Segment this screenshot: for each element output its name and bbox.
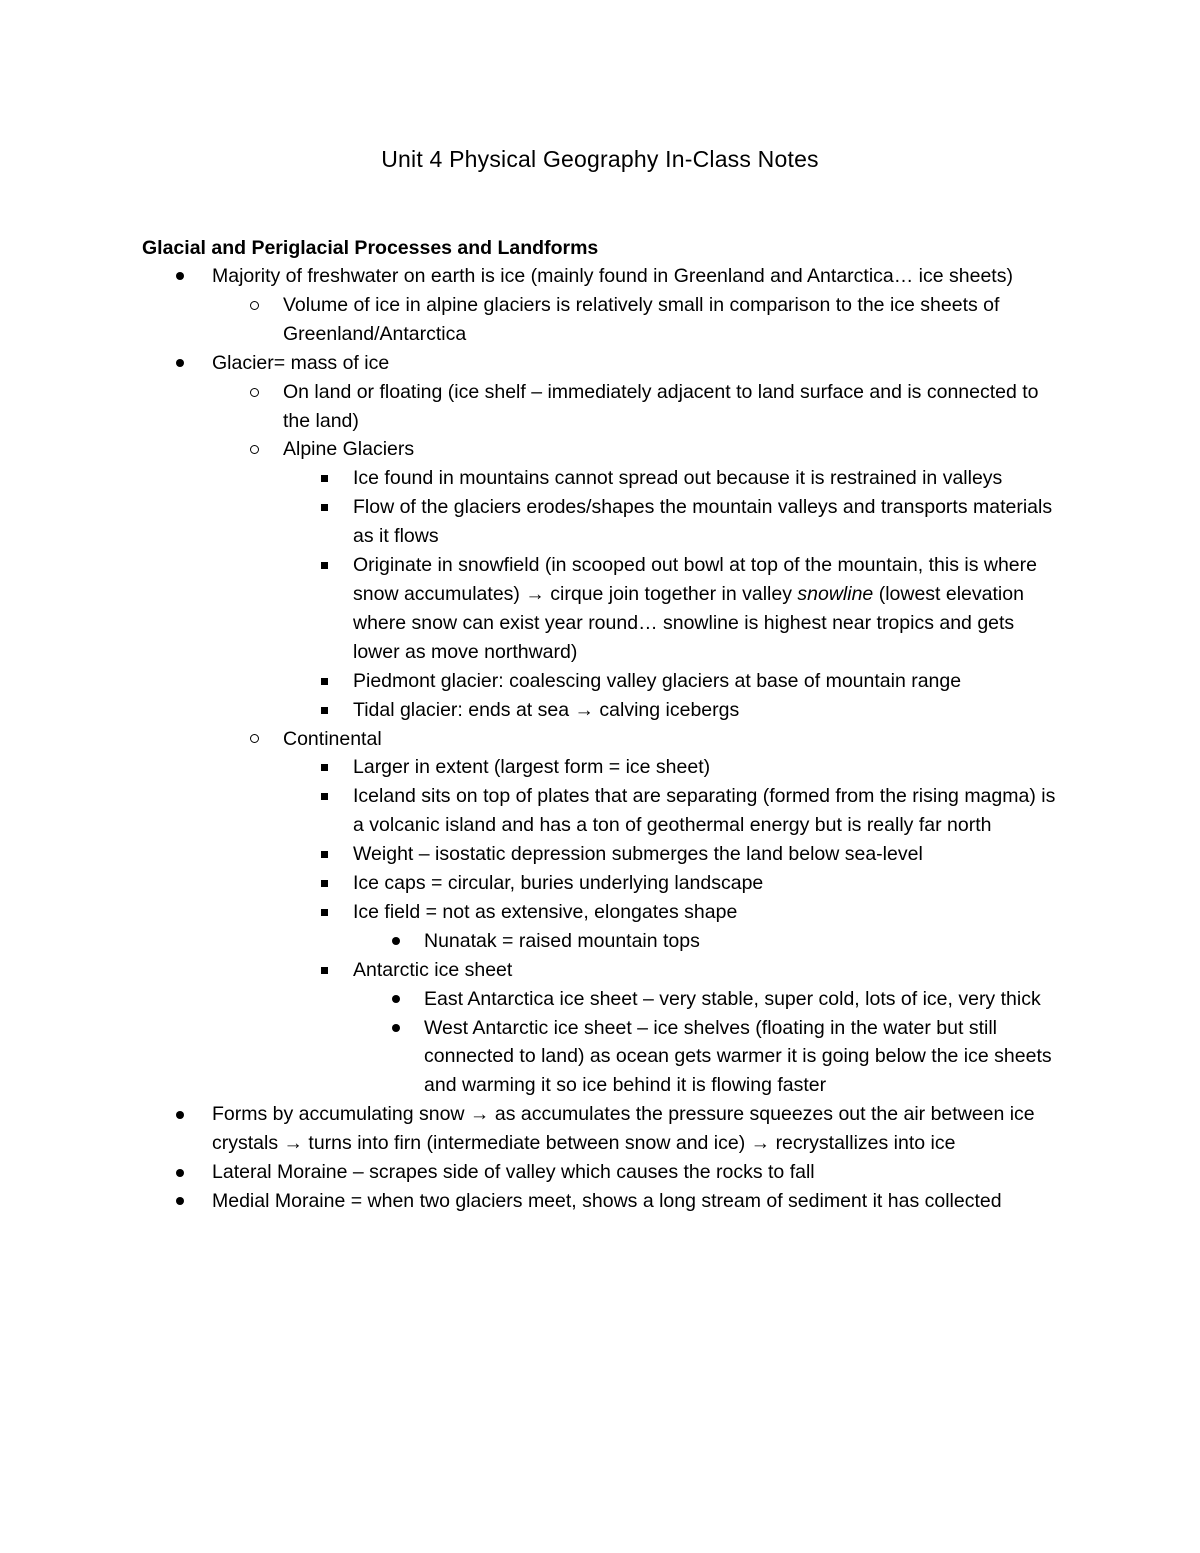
list-item: West Antarctic ice sheet – ice shelves (floating in the water but still connected to land) as ocean gets warmer it is going below the ice sheets and warming it so ice behind it is flowing faster [0,1014,1200,1101]
square-bullet-icon [314,667,334,696]
square-bullet-icon [314,753,334,782]
square-bullet-icon [314,869,334,898]
bullet-icon [170,1158,190,1187]
list-item: Medial Moraine = when two glaciers meet, shows a long stream of sediment it has collected [0,1187,1200,1216]
square-bullet-icon [314,840,334,869]
square-bullet-icon [314,898,334,927]
square-bullet-icon [314,493,334,522]
list-item: Majority of freshwater on earth is ice (mainly found in Greenland and Antarctica… ice sheets) [0,262,1200,291]
bullet-icon [170,349,190,378]
square-bullet-icon [314,464,334,493]
page-title: Unit 4 Physical Geography In-Class Notes [381,146,819,172]
square-bullet-icon [314,956,334,985]
list-item: Ice caps = circular, buries underlying landscape [0,869,1200,898]
bullet-icon [170,1187,190,1216]
hollow-bullet-icon [244,435,264,464]
list-item: Forms by accumulating snow → as accumulates the pressure squeezes out the air between ice crystals → turns into firn (intermediate between snow and ice) → recrystallizes into ice [0,1100,1200,1158]
list-item: Ice found in mountains cannot spread out because it is restrained in valleys [0,464,1200,493]
notes-list [0,262,1200,1216]
bullet-icon [386,985,406,1014]
square-bullet-icon [314,551,334,580]
list-item: Nunatak = raised mountain tops [0,927,1200,956]
bullet-icon [386,1014,406,1043]
hollow-bullet-icon [244,725,264,754]
list-item: Iceland sits on top of plates that are separating (formed from the rising magma) is a volcanic island and has a ton of geothermal energy but is really far north [0,782,1200,840]
section-heading: Glacial and Periglacial Processes and Landforms [142,237,599,259]
bullet-icon [170,262,190,291]
hollow-bullet-icon [244,378,264,407]
square-bullet-icon [314,782,334,811]
list-item: Continental [0,725,1200,754]
list-item: Volume of ice in alpine glaciers is relatively small in comparison to the ice sheets of Greenland/Antarctica [0,291,1200,349]
list-item: Flow of the glaciers erodes/shapes the mountain valleys and transports materials as it flows [0,493,1200,551]
square-bullet-icon [314,696,334,725]
list-item: Weight – isostatic depression submerges the land below sea-level [0,840,1200,869]
list-item: Ice field = not as extensive, elongates shape [0,898,1200,927]
list-item: Larger in extent (largest form = ice sheet) [0,753,1200,782]
hollow-bullet-icon [244,291,264,320]
bullet-icon [170,1100,190,1129]
list-item: Tidal glacier: ends at sea → calving icebergs [0,696,1200,725]
list-item: Glacier= mass of ice [0,349,1200,378]
snowline-term: snowline [797,582,874,605]
list-item: On land or floating (ice shelf – immediately adjacent to land surface and is connected to the land) [0,378,1200,436]
list-item: Antarctic ice sheet [0,956,1200,985]
bullet-icon [386,927,406,956]
list-item: East Antarctica ice sheet – very stable, super cold, lots of ice, very thick [0,985,1200,1014]
list-item: Alpine Glaciers [0,435,1200,464]
list-item: Piedmont glacier: coalescing valley glaciers at base of mountain range [0,667,1200,696]
list-item: Originate in snowfield (in scooped out bowl at top of the mountain, this is where snow accumulates) → cirque join together in valley snowline (lowest elevation where snow can exist year round… snowline is highest near tropics and gets lower as move northward) [0,551,1200,667]
list-item: Lateral Moraine – scrapes side of valley which causes the rocks to fall [0,1158,1200,1187]
